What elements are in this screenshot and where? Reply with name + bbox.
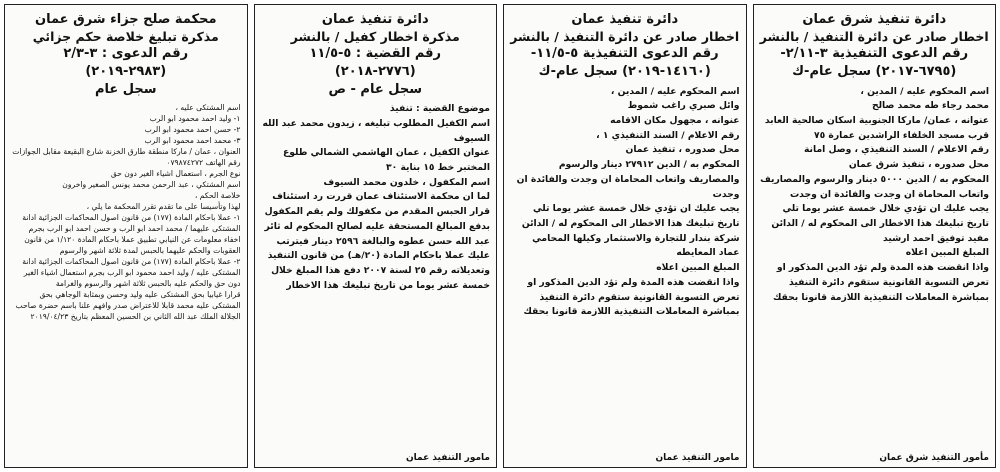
- notice-footer: مأمور التنفيذ شرق عمان: [879, 453, 989, 463]
- body-line: اسم المشتكي ، عبد الرحمن محمد يونس الصغير واخرون: [62, 180, 241, 190]
- body-line: ٢- حسن احمد محمود ابو الرب: [144, 125, 241, 135]
- body-line: اسم المشتكى عليه ،: [175, 103, 241, 113]
- notice-header: [510, 11, 740, 81]
- body-line: نوع الجرم ، استعمال اشياء الغير دون حق: [110, 169, 241, 179]
- body-line: ٢- عملا باحكام المادة (١٧٧) من قانون اصول المحاكمات الجزائية ادانة المشتكى عليه / وليد احمد محمود ابو الرب بجرم استعمال اشياء الغير دون حق والحكم عليه بالحبس ثلاثة اشهر والرسوم والغرامة: [22, 257, 241, 289]
- notice-subtitle: اخطار صادر عن دائرة التنفيذ / بالنشر: [759, 28, 989, 44]
- notice-body: [261, 102, 491, 293]
- body-line: واذا انقضت هذه المدة ولم تؤد الدين المذكور او تعرض التسوية القانونية ستقوم دائرة التنفيذ بمباشرة المعاملات التنفيذية اللازمة قانونا بحقك: [523, 276, 740, 318]
- case-line: (٢٧٧٦-٢٠١٨): [334, 63, 416, 79]
- notice-subtitle: اخطار صادر عن دائرة التنفيذ / بالنشر: [510, 28, 740, 44]
- body-line: يجب عليك ان تؤدي خلال خمسة عشر يوما تلي تاريخ تبليغك هذا الاخطار الى المحكوم له / الدائن: [521, 203, 740, 229]
- body-line: قرارا غيابيا بحق المشتكى عليه وليد وحسن وبمثابة الوجاهي بحق المشتكى عليه محمد قابلا للاعتراض صدر وافهم علنا باسم حضرة صاحب الجلالة الملك عبد الله الثاني بن الحسين المعظم بتاريخ ٢٠١٩/٠٤/٢٣: [15, 290, 241, 322]
- notice-footer: مامور التنفيذ عمان: [405, 453, 490, 463]
- case-number: رقم القضية : ٥-١١/٥: [309, 46, 442, 62]
- body-line: واذا انقضت هذه المدة ولم تؤد الدين المذكور او تعرض التسوية القانونية ستقوم دائرة التنفيذ بمباشرة المعاملات التنفيذية اللازمة قانونا بحقك: [773, 262, 989, 303]
- body-line: المحكوم به / الدين ٢٧٩١٢ دينار والرسوم والمصاريف واتعاب المحاماة ان وجدت والفائدة ان وجدت: [516, 159, 740, 200]
- body-line: لهذا وتأسيسا على ما تقدم تقرر المحكمة ما يلي ،: [86, 202, 241, 212]
- case-number: رقم الدعوى التنفيذية ٣-٢/١١-: [780, 46, 969, 62]
- registry-label: سجل عام: [94, 81, 157, 97]
- body-line: ٣- محمد احمد محمود ابو الرب: [144, 136, 241, 146]
- body-line: رقم الاعلام / السند التنفيذي ، وصل امانة: [803, 144, 989, 156]
- body-line: اسم المكفول ، خلدون محمد السيوف: [323, 176, 490, 188]
- notice-title: دائرة تنفيذ عمان: [571, 12, 679, 27]
- body-line: اسم الكفيل المطلوب تبليغه ، زيدون محمد عبد الله السيوف: [262, 117, 490, 144]
- case-line: (٢٩٨٣-٢٠١٩): [85, 63, 167, 79]
- body-line: رقم الاعلام / السند التنفيذي ١ ،: [596, 129, 740, 141]
- notice-header: [261, 11, 491, 98]
- notice-body: [510, 85, 740, 321]
- notice-body: [760, 85, 990, 306]
- notice-title: دائرة تنفيذ شرق عمان: [802, 12, 947, 27]
- body-line: المبلغ المبين اعلاه: [656, 262, 740, 274]
- notice-body: [11, 102, 241, 322]
- notice-footer: مامور التنفيذ عمان: [655, 453, 740, 463]
- notice-header: [11, 11, 241, 98]
- body-line: عنوان الكفيل ، عمان الهاشمي الشمالي طلوع المختبر خط ١٥ بناية ٣٠: [282, 147, 490, 173]
- case-line: (٦٧٩٥-٢٠١٧) سجل عام-ك: [792, 63, 957, 79]
- body-line: محل صدوره ، تنفيذ عمان: [625, 144, 740, 156]
- body-line: المبلغ المبين اعلاه: [905, 247, 989, 259]
- case-number: رقم الدعوى التنفيذية ٥-١١/٥-: [530, 46, 719, 62]
- notice-subtitle: مذكرة اخطار كفيل / بالنشر: [290, 28, 460, 44]
- notice-title: محكمة صلح جزاء شرق عمان: [34, 12, 217, 27]
- notice-header: [760, 11, 990, 81]
- body-line: لما ان محكمة الاستئناف عمان قررت رد استئناف قرار الحبس المقدم من مكفولك ولم يقم المكفول بدفع المبالغ المستحقة عليه لصالح المحكوم له ثائر عبد الله حسن عطوه والبالغة ٢٥٩٦ دينار فيترتب عليك عملا باحكام المادة (٢٠/هـ) من قانون التنفيذ وتعديلاته رقم ٢٥ لسنة ٢٠٠٧ دفع هذا المبلغ خلال خمسة عشر يوما من تاريخ تبليغك هذا الاخطار: [264, 191, 490, 291]
- body-line: ١- وليد احمد محمود ابو الرب: [149, 114, 241, 124]
- body-line: عنوانه ، عمان/ ماركا الجنوبية اسكان صالحية العابد قرب مسجد الخلفاء الراشدين عمارة ٧٥: [764, 114, 989, 141]
- body-line: يجب عليك ان تؤدي خلال خمسة عشر يوما تلي تاريخ تبليغك هذا الاخطار الى المحكوم له / الدائن: [771, 203, 989, 229]
- body-line: محل صدوره ، تنفيذ شرق عمان: [848, 159, 989, 171]
- body-line: العنوان ، عمان / ماركا منطقة طارق الخزنة شارع البقيعة مقابل الجوازات رقم الهاتف ٠٧٩٨٧٤٢٧٢: [12, 147, 241, 168]
- notice-guarantor: [254, 4, 498, 468]
- body-line: وائل صبري راغب شموط: [627, 100, 740, 112]
- body-line: عنوانه ، مجهول مكان الاقامه: [610, 114, 740, 126]
- notice-east-amman-execution: [753, 4, 997, 468]
- case-line: (١٤١٦٠-٢٠١٩) سجل عام-ك: [538, 63, 711, 79]
- notice-criminal-verdict: [4, 4, 248, 468]
- notice-amman-execution: [503, 4, 747, 468]
- body-line: اسم المحكوم عليه / المدين ،: [610, 85, 740, 97]
- body-line: اسم المحكوم عليه / المدين ،: [860, 85, 989, 97]
- body-line: مفيد توفيق احمد ارشيد: [883, 232, 989, 244]
- body-line: شركة بندار للتجارة والاستثمار وكيلها المحامي عماد المعايطه: [532, 232, 740, 259]
- body-line: محمد رجاء طه محمد صالح: [871, 100, 989, 112]
- body-line: موضوع القضية : تنفيذ: [389, 103, 490, 115]
- body-line: ١- عملا باحكام المادة (١٧٧) من قانون اصول المحاكمات الجزائية ادانة المشتكى عليهما / محمد احمد ابو الرب و حسن احمد ابو الرب بجرم اخفاء معلومات عن النيابي تطبيق عملا باحكام المادة ١/١٢٠ من قانون العقوبات والحكم عليهما بالحبس لمدة ثلاثة اشهر والرسوم: [22, 213, 241, 256]
- notice-subtitle: مذكرة تبليغ خلاصة حكم جزائي: [32, 28, 219, 44]
- registry-label: سجل عام - ص: [328, 81, 422, 97]
- notice-title: دائرة تنفيذ عمان: [321, 12, 429, 27]
- body-line: خلاصة الحكم ،: [194, 191, 241, 201]
- body-line: المحكوم به / الدين ٥٠٠٠ دينار والرسوم والمصاريف واتعاب المحاماة ان وجدت والفائدة ان وجدت: [760, 173, 989, 200]
- case-number: رقم الدعوى : ٣-٢/٣: [63, 46, 189, 62]
